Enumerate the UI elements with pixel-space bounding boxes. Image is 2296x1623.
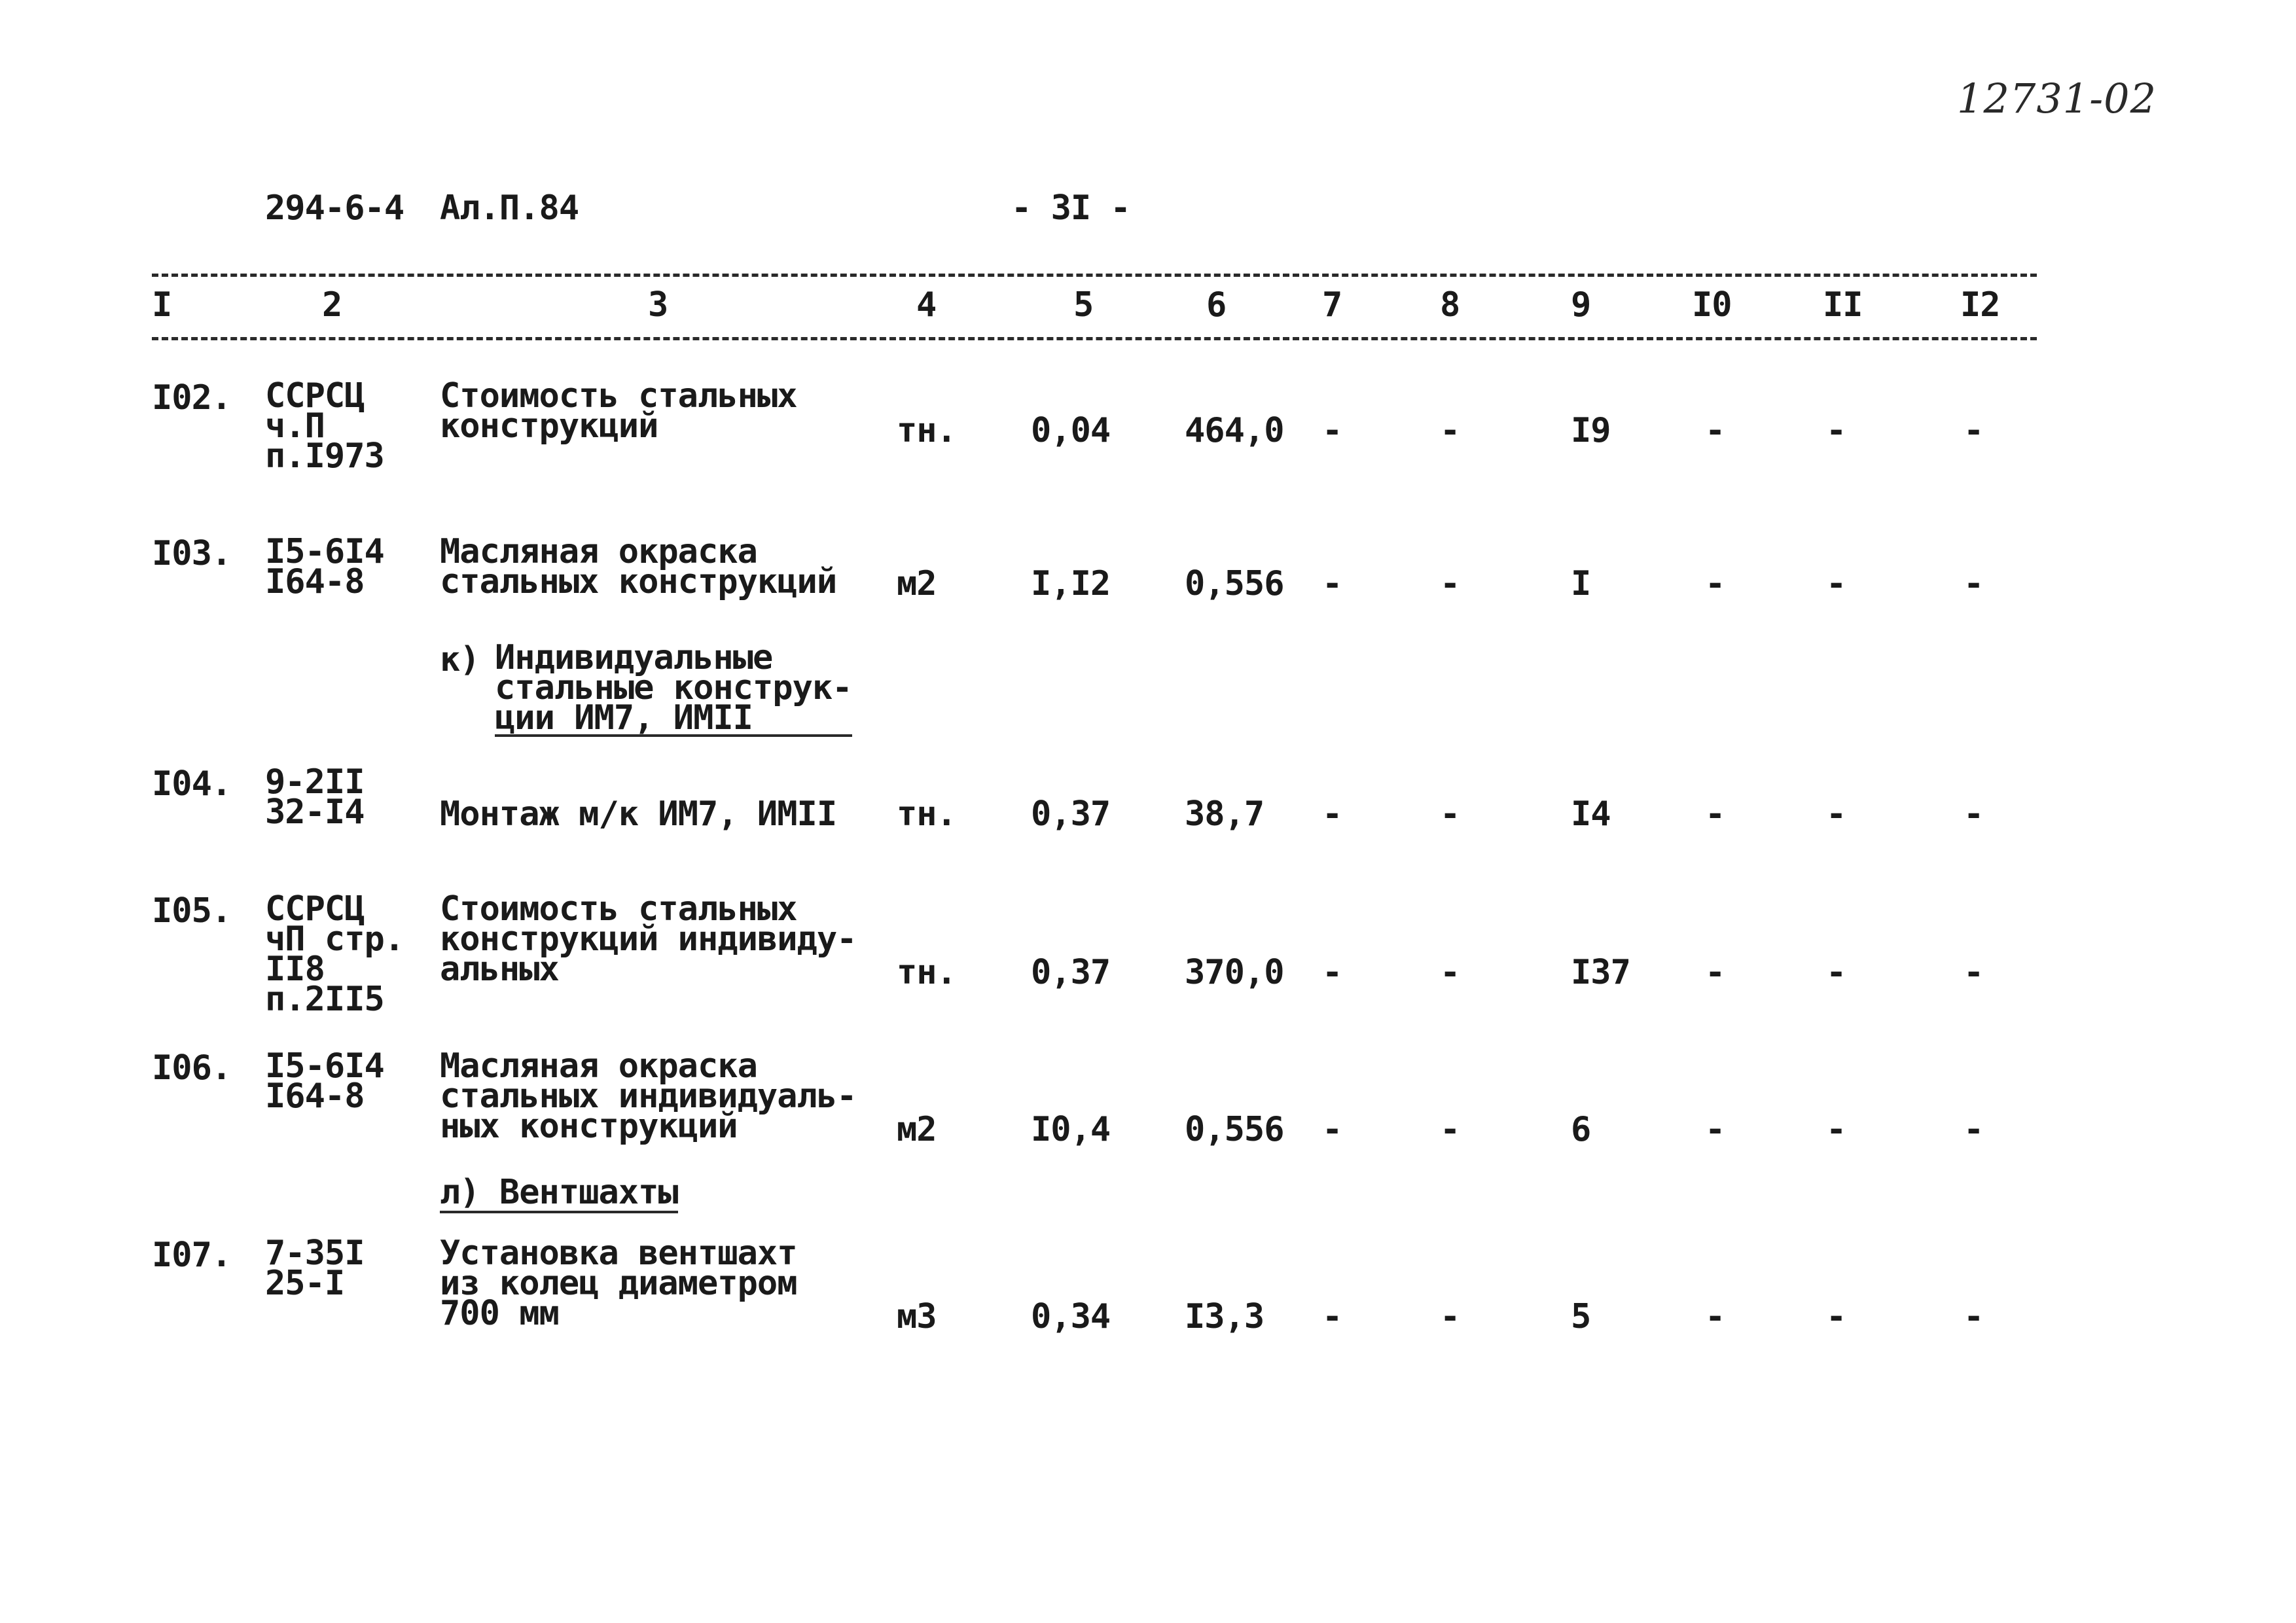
cell-col10: - [1705, 564, 1725, 603]
cell-col11: - [1826, 794, 1846, 834]
unit-price: 38,7 [1185, 794, 1265, 834]
cell-col12: - [1964, 564, 1984, 603]
cell-col7: - [1322, 411, 1342, 450]
col-header-7: 7 [1322, 285, 1342, 325]
page-number: - 3I - [1011, 188, 1130, 228]
col-header-11: II [1823, 285, 1863, 325]
work-description: Масляная окраска стальных индивидуаль- ных конструкций [440, 1046, 857, 1146]
cell-col7: - [1322, 1297, 1342, 1336]
unit-price: 464,0 [1185, 411, 1284, 450]
row-number: I02. [152, 378, 232, 418]
unit: м2 [897, 1110, 937, 1149]
cell-col9: I9 [1571, 411, 1611, 450]
cell-col9: 5 [1571, 1297, 1591, 1336]
table-top-rule [152, 274, 2037, 277]
row-number: I03. [152, 534, 232, 573]
unit-price: 0,556 [1185, 564, 1284, 603]
unit: тн. [897, 411, 956, 450]
cell-col7: - [1322, 794, 1342, 834]
row-number: I07. [152, 1236, 232, 1275]
unit-price: 370,0 [1185, 953, 1284, 992]
cell-col7: - [1322, 953, 1342, 992]
cell-col11: - [1826, 1110, 1846, 1149]
unit: тн. [897, 953, 956, 992]
cell-col10: - [1705, 794, 1725, 834]
unit: м2 [897, 564, 937, 603]
cell-col11: - [1826, 1297, 1846, 1336]
cell-col10: - [1705, 411, 1725, 450]
row-number: I05. [152, 891, 232, 931]
work-description: Монтаж м/к ИМ7, ИМII [440, 794, 837, 834]
cell-col8: - [1440, 1297, 1460, 1336]
cell-col12: - [1964, 411, 1984, 450]
row-number: I06. [152, 1048, 232, 1088]
work-description: Масляная окраска стальных конструкций [440, 532, 837, 601]
cell-col8: - [1440, 411, 1460, 450]
col-header-10: I0 [1692, 285, 1732, 325]
cell-col9: I4 [1571, 794, 1611, 834]
row-number: I04. [152, 764, 232, 804]
cell-col10: - [1705, 1110, 1725, 1149]
col-header-6: 6 [1206, 285, 1227, 325]
cell-col8: - [1440, 953, 1460, 992]
col-header-2: 2 [322, 285, 342, 325]
cell-col8: - [1440, 794, 1460, 834]
unit-price: I3,3 [1185, 1297, 1265, 1336]
cell-col8: - [1440, 564, 1460, 603]
col-header-1: I [152, 285, 172, 325]
section-prefix: к) [440, 640, 499, 679]
work-description: Стоимость стальных конструкций [440, 376, 797, 446]
table-header-rule [152, 337, 2037, 340]
col-header-5: 5 [1073, 285, 1094, 325]
doc-code: 294-6-4 [265, 188, 404, 228]
document-stamp: 12731-02 [1957, 75, 2157, 122]
rate-code: I5-6I4 I64-8 [265, 532, 384, 601]
rate-code: I5-6I4 I64-8 [265, 1046, 384, 1116]
quantity: 0,37 [1031, 794, 1111, 834]
quantity: I,I2 [1031, 564, 1111, 603]
cell-col9: I37 [1571, 953, 1630, 992]
section-title: Индивидуальные стальные конструк- ции ИМ7, ИМII [495, 638, 852, 738]
section-heading-l: л) Вентшахты [440, 1173, 678, 1212]
col-header-8: 8 [1440, 285, 1460, 325]
rate-code: ССРСЦ ч.П п.I973 [265, 376, 384, 476]
col-header-12: I2 [1960, 285, 2000, 325]
cell-col12: - [1964, 794, 1984, 834]
col-header-4: 4 [916, 285, 937, 325]
cell-col11: - [1826, 953, 1846, 992]
cell-col9: 6 [1571, 1110, 1591, 1149]
quantity: 0,37 [1031, 953, 1111, 992]
work-description: Стоимость стальных конструкций индивиду- альных [440, 889, 857, 989]
cell-col10: - [1705, 1297, 1725, 1336]
quantity: I0,4 [1031, 1110, 1111, 1149]
rate-code: 9-2II 32-I4 [265, 762, 365, 832]
cell-col7: - [1322, 1110, 1342, 1149]
cell-col10: - [1705, 953, 1725, 992]
quantity: 0,34 [1031, 1297, 1111, 1336]
album-ref: Ал.П.84 [440, 188, 579, 228]
unit-price: 0,556 [1185, 1110, 1284, 1149]
rate-code: 7-35I 25-I [265, 1234, 365, 1303]
cell-col8: - [1440, 1110, 1460, 1149]
quantity: 0,04 [1031, 411, 1111, 450]
col-header-9: 9 [1571, 285, 1591, 325]
col-header-3: 3 [648, 285, 668, 325]
rate-code: ССРСЦ чП стр. II8 п.2II5 [265, 889, 404, 1019]
cell-col12: - [1964, 1297, 1984, 1336]
unit: м3 [897, 1297, 937, 1336]
cell-col7: - [1322, 564, 1342, 603]
cell-col11: - [1826, 564, 1846, 603]
cell-col12: - [1964, 953, 1984, 992]
unit: тн. [897, 794, 956, 834]
cell-col11: - [1826, 411, 1846, 450]
cell-col12: - [1964, 1110, 1984, 1149]
work-description: Установка вентшахт из колец диаметром 700 мм [440, 1234, 797, 1333]
cell-col9: I [1571, 564, 1591, 603]
